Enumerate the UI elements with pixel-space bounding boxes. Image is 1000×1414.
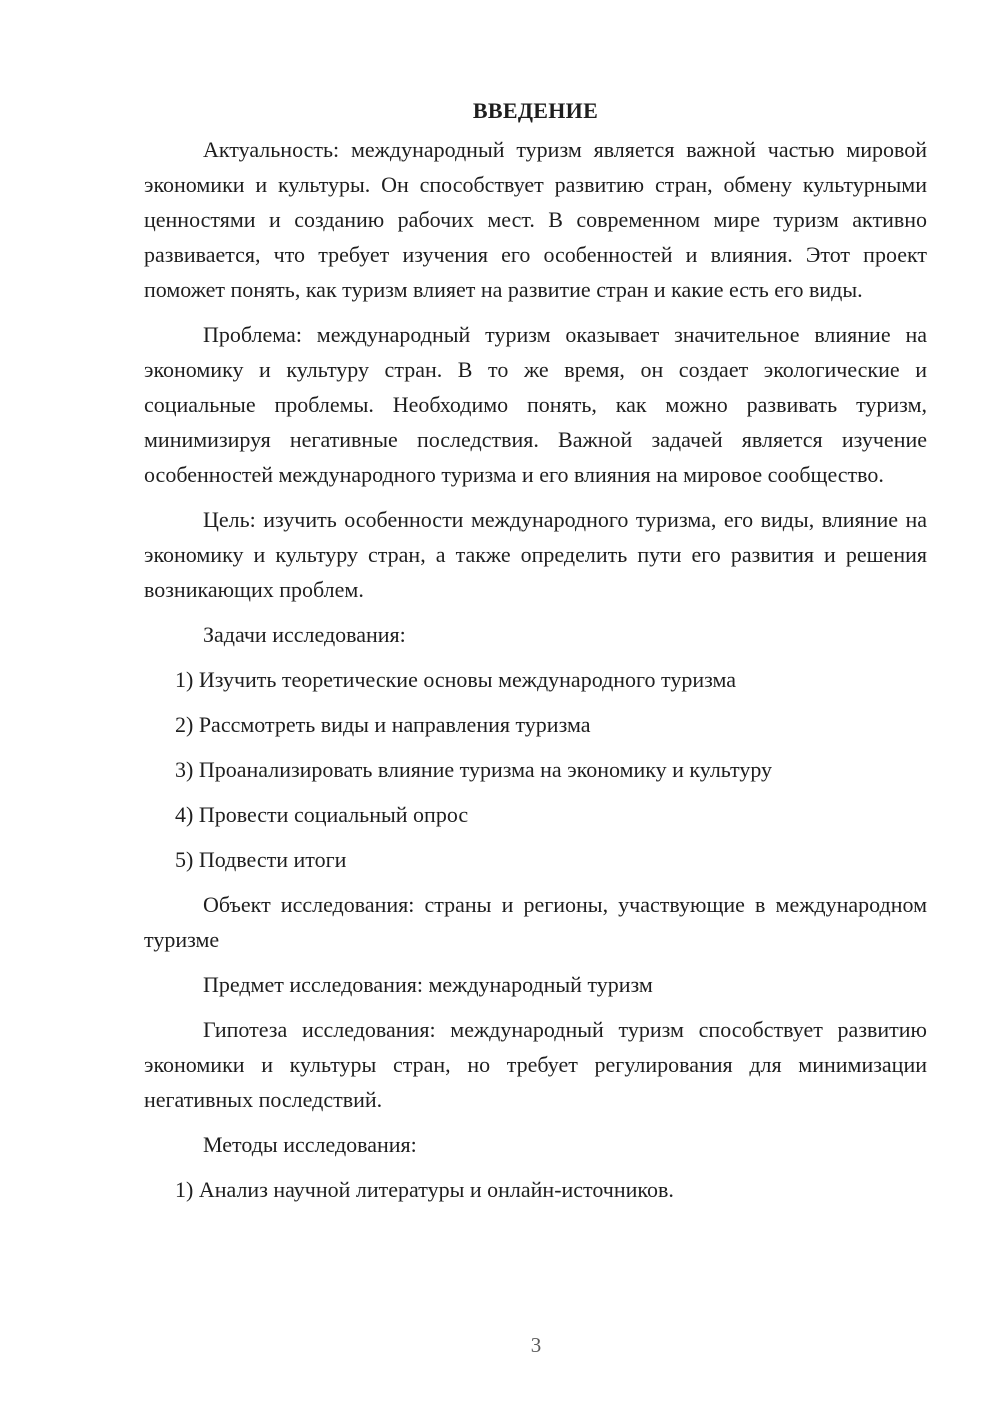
document-page <box>144 98 927 1217</box>
list-item: 4) Провести социальный опрос <box>175 802 469 827</box>
list-item: 2) Рассмотреть виды и направления туризма <box>175 712 591 737</box>
problem-paragraph: Проблема: международный туризм оказывает значительное влияние на экономику и культуру стран. В то же время, он создает экологические и социальные проблемы. Необходимо понять, как можно развивать туризм, минимизируя негативные последствия. Важной задачей является изучение особенностей международного туризма и его влияния на мировое сообщество. <box>144 322 927 487</box>
subject-line: Предмет исследования: международный туризм <box>203 972 653 997</box>
list-item: 3) Проанализировать влияние туризма на экономику и культуру <box>175 757 773 782</box>
relevance-paragraph: Актуальность: международный туризм является важной частью мировой экономики и культуры. Он способствует развитию стран, обмену культурными ценностями и созданию рабочих мест. В современном мире туризм активно развивается, что требует изучения его особенностей и влияния. Этот проект поможет понять, как туризм влияет на развитие стран и какие есть его виды. <box>144 137 927 302</box>
list-item: 5) Подвести итоги <box>175 847 347 872</box>
goal-paragraph: Цель: изучить особенности международного туризма, его виды, влияние на экономику и культуру стран, а также определить пути его развития и решения возникающих проблем. <box>144 507 927 602</box>
section-title: ВВЕДЕНИЕ <box>472 98 599 123</box>
object-paragraph: Объект исследования: страны и регионы, участвующие в международном туризме <box>144 892 927 952</box>
page-number: 3 <box>530 1333 542 1357</box>
list-item: 1) Анализ научной литературы и онлайн-источников. <box>175 1177 674 1202</box>
tasks-list <box>144 662 927 877</box>
hypothesis-paragraph: Гипотеза исследования: международный туризм способствует развитию экономики и культуры стран, но требует регулирования для минимизации негативных последствий. <box>144 1017 927 1112</box>
tasks-heading: Задачи исследования: <box>203 622 406 647</box>
methods-list <box>144 1172 927 1207</box>
methods-heading: Методы исследования: <box>203 1132 417 1157</box>
list-item: 1) Изучить теоретические основы международного туризма <box>175 667 737 692</box>
